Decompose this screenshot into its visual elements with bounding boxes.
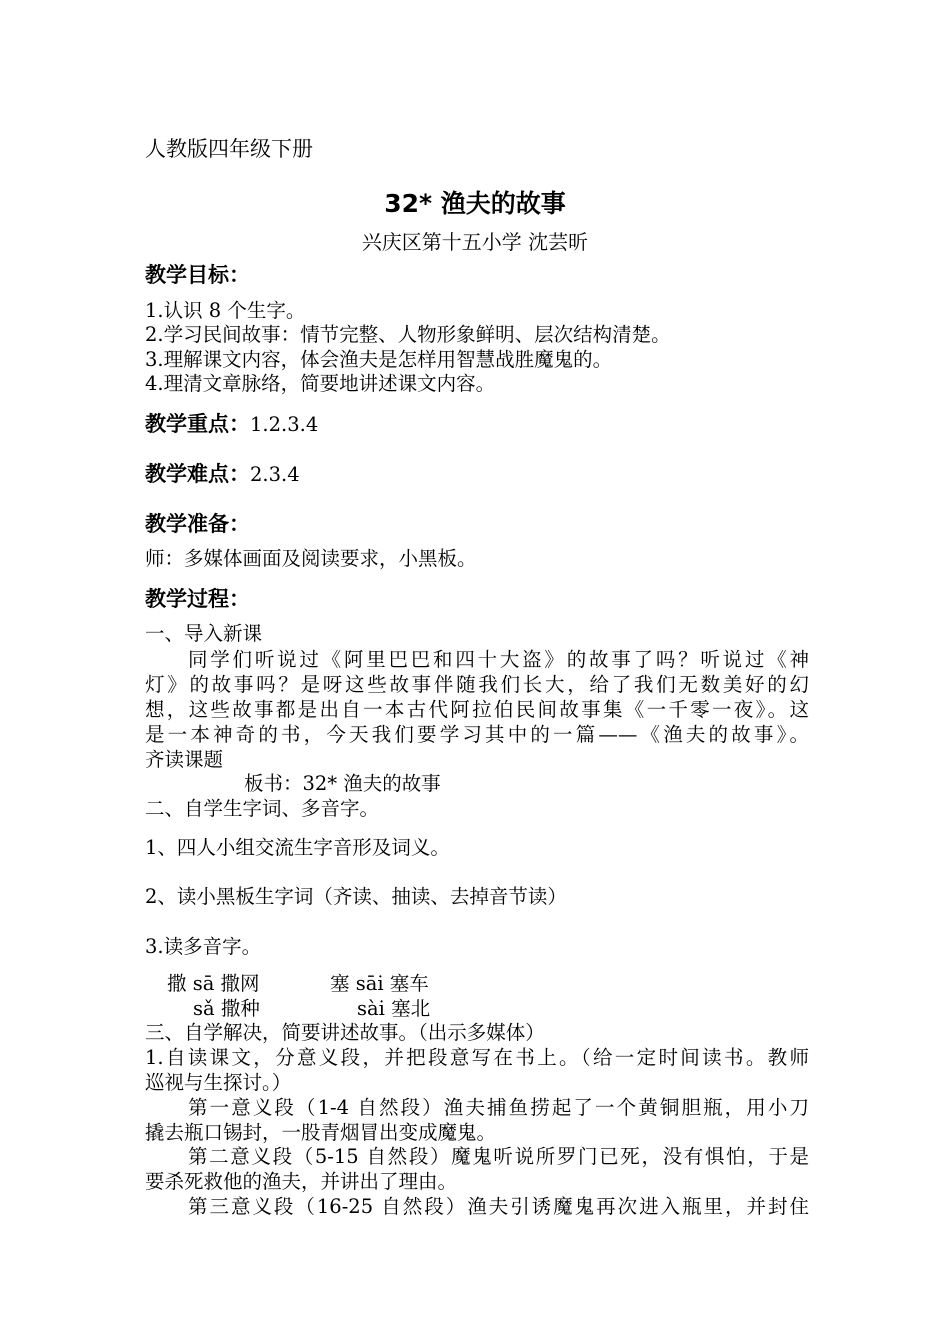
part3-line-1: 1.自读课文，分意义段，并把段意写在书上。（给一定时间读书。教师 [145, 1046, 809, 1069]
polyphone-sai1: 塞 sāi 塞车 [330, 972, 429, 995]
part3-line-4: 撬去瓶口锡封，一股青烟冒出变成魔鬼。 [145, 1121, 497, 1144]
polyphone-sa1: 撒 sā 撒网 [167, 972, 260, 995]
part1-line-5: 齐读课题 [145, 748, 224, 771]
part3-title: 三、自学解决，简要讲述故事。（出示多媒体） [145, 1021, 545, 1044]
key-points-value: 1.2.3.4 [250, 413, 319, 436]
difficulty-row [145, 460, 300, 489]
goal-item-1: 1.认识 8 个生字。 [145, 299, 306, 322]
part1-line-3: 想，这些故事都是出自一本古代阿拉伯民间故事集《一千零一夜》。这 [145, 698, 809, 721]
part1-line-4: 是一本神奇的书，今天我们要学习其中的一篇——《渔夫的故事》。 [145, 723, 809, 746]
key-points-heading: 教学重点： [145, 412, 250, 436]
part2-title: 二、自学生字词、多音字。 [145, 797, 380, 820]
edition-label: 人教版四年级下册 [145, 137, 313, 161]
polyphone-sai4: sài 塞北 [357, 997, 431, 1020]
part1-line-1: 同学们听说过《阿里巴巴和四十大盗》的故事了吗？听说过《神 [188, 648, 809, 671]
author-line: 兴庆区第十五小学 沈芸昕 [361, 230, 589, 254]
part1-line-2: 灯》的故事吗？是呀这些故事伴随我们长大，给了我们无数美好的幻 [145, 673, 809, 696]
prep-text: 师：多媒体画面及阅读要求，小黑板。 [145, 547, 477, 570]
goal-item-3: 3.理解课文内容，体会渔夫是怎样用智慧战胜魔鬼的。 [145, 348, 613, 371]
difficulty-heading: 教学难点： [145, 462, 250, 486]
step-2: 2、读小黑板生字词（齐读、抽读、去掉音节读） [145, 885, 567, 908]
process-heading: 教学过程： [145, 587, 250, 611]
part1-title: 一、导入新课 [145, 622, 263, 645]
prep-heading: 教学准备： [145, 512, 250, 536]
board-text: 板书：32* 渔夫的故事 [244, 772, 441, 795]
step-3: 3.读多音字。 [145, 935, 262, 958]
part3-line-2: 巡视与生探讨。） [145, 1071, 292, 1094]
part3-line-3: 第一意义段（1-4 自然段）渔夫捕鱼捞起了一个黄铜胆瓶，用小刀 [188, 1096, 809, 1119]
document-title: 32* 渔夫的故事 [384, 189, 566, 218]
part3-line-7: 第三意义段（16-25 自然段）渔夫引诱魔鬼再次进入瓶里，并封住 [188, 1195, 809, 1218]
key-points-row [145, 410, 318, 439]
goal-item-4: 4.理清文章脉络，简要地讲述课文内容。 [145, 372, 496, 395]
difficulty-value: 2.3.4 [250, 463, 300, 486]
goals-heading: 教学目标： [145, 263, 250, 287]
polyphone-sa3: sǎ 撒种 [193, 997, 260, 1020]
step-1: 1、四人小组交流生字音形及词义。 [145, 836, 450, 859]
part3-line-6: 要杀死救他的渔夫，并讲出了理由。 [145, 1170, 458, 1193]
goal-item-2: 2.学习民间故事：情节完整、人物形象鲜明、层次结构清楚。 [145, 323, 671, 346]
part3-line-5: 第二意义段（5-15 自然段）魔鬼听说所罗门已死，没有惧怕，于是 [188, 1145, 809, 1168]
